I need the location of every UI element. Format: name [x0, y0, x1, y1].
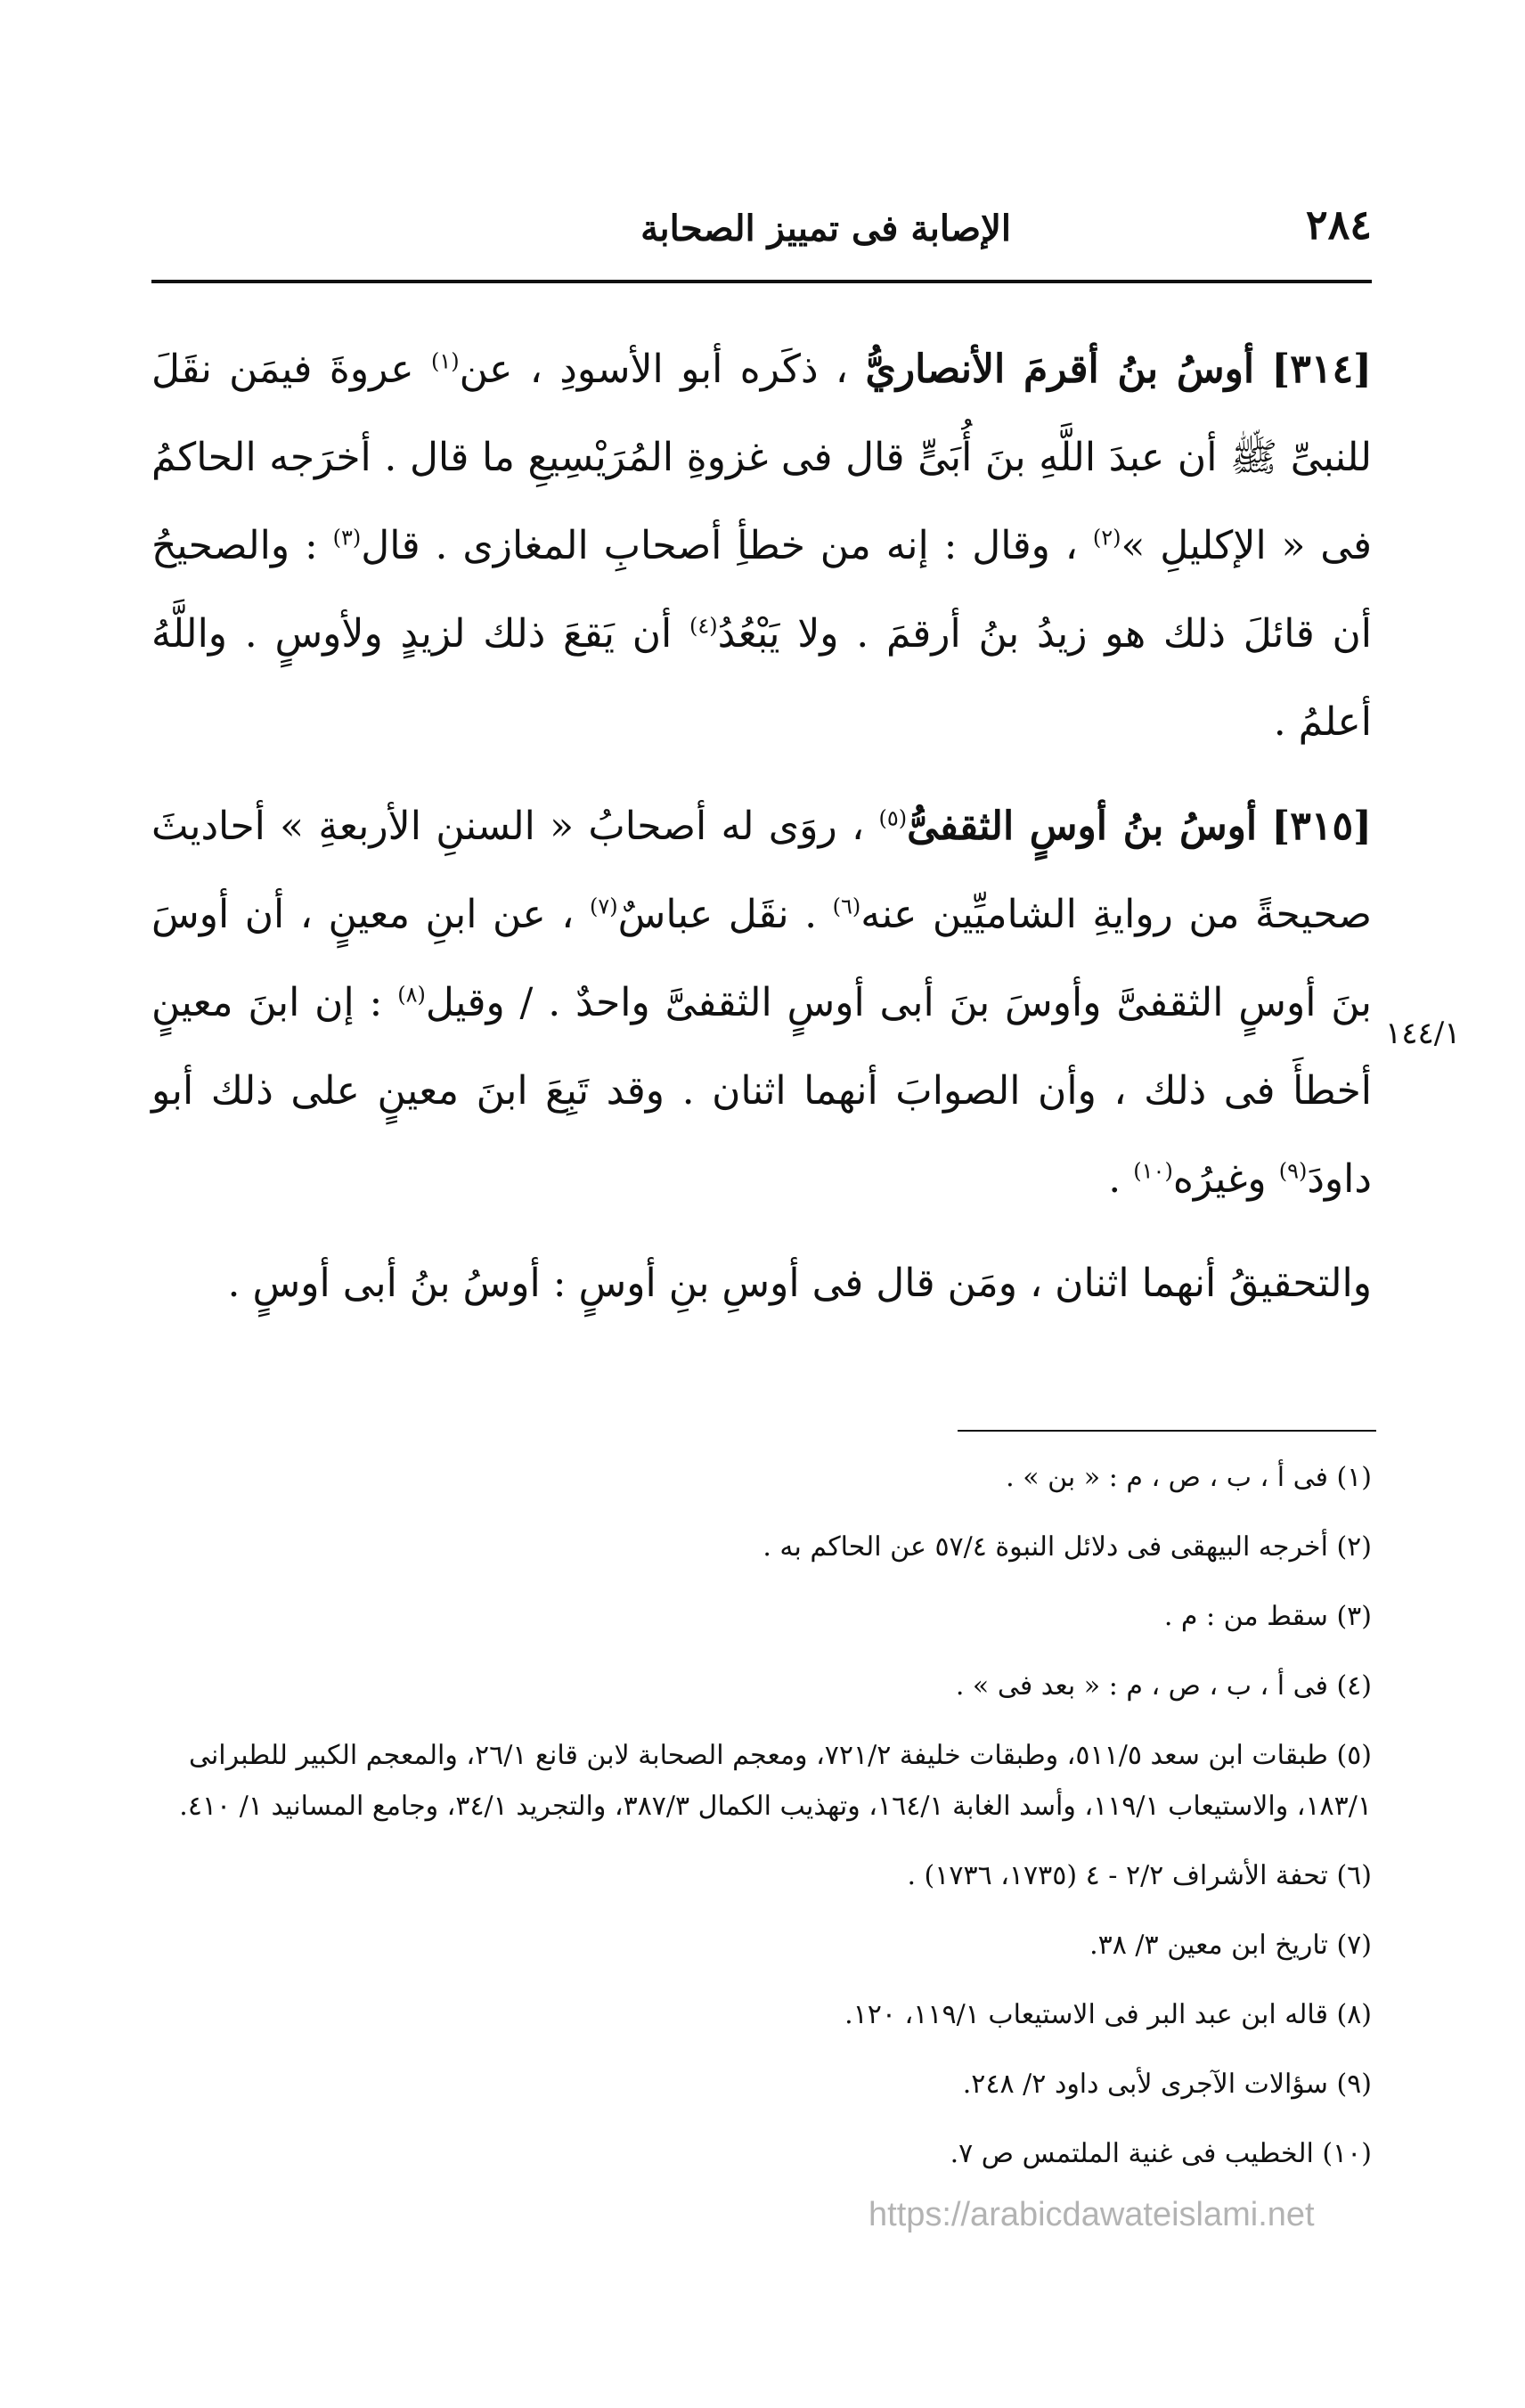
- footnote-1: (١) فى أ ، ب ، ص ، م : « بن » .: [1006, 1462, 1372, 1493]
- page-number: ٢٨٤: [1305, 200, 1372, 249]
- entry-text: : إن ابنَ معينٍ أخطأَ فى ذلك ، وأن الصوابَ أنهما اثنان . وقد تَبِعَ ابنَ معينٍ على ذلك أبو داودَ: [151, 980, 1372, 1202]
- watermark-url: https://arabicdawateislami.net: [869, 2196, 1315, 2233]
- entry-text: عروةَ فيمَن نقَلَ للنبىِّ ﷺ أن عبدَ اللَّهِ بنَ أُبَىٍّ قال فى غزوةِ المُرَيْسِيعِ ما قال . أخرَجه الحاكمُ فى « الإكليلِ »: [151, 347, 1372, 568]
- entry-text: . نقَل عباسٌ: [617, 892, 818, 937]
- footnote-ref[interactable]: (٥): [878, 805, 908, 831]
- running-title: الإصابة فى تمييز الصحابة: [640, 208, 1011, 249]
- footnote-10: (١٠) الخطيب فى غنية الملتمس ص ٧.: [950, 2138, 1372, 2169]
- header-rule: [151, 280, 1372, 283]
- footnote-9: (٩) سؤالات الآجرى لأبى داود ٢/ ٢٤٨.: [962, 2069, 1372, 2100]
- footnote-2: (٢) أخرجه البيهقى فى دلائل النبوة ٥٧/٤ عن الحاكم به .: [762, 1531, 1372, 1563]
- footnote-6: (٦) تحفة الأشراف ٢/٢ - ٤ (١٧٣٥، ١٧٣٦) .: [907, 1860, 1372, 1891]
- footnotes: [151, 1452, 1372, 2198]
- footnote-ref[interactable]: (٢): [1092, 525, 1121, 551]
- entry-text: أن يَقعَ ذلك لزيدٍ ولأوسٍ . واللَّهُ أعلمُ .: [151, 611, 1372, 745]
- closing-paragraph: والتحقيقُ أنهما اثنان ، ومَن قال فى أوسِ بنِ أوسٍ : أوسُ بنُ أبى أوسٍ .: [227, 1261, 1372, 1306]
- entry-text: ، روَى له أصحابُ « السننِ الأربعةِ » أحاديثَ صحيحةً من روايةِ الشاميِّين عنه: [151, 804, 1372, 937]
- entry-text: وغيرُه: [1172, 1156, 1267, 1202]
- entry-number: [٣١٤]: [1271, 347, 1372, 392]
- footnote-4: (٤) فى أ ، ب ، ص ، م : « بعد فى » .: [955, 1670, 1372, 1702]
- entry-name: أوسُ بنُ أوسٍ الثقفىُّ: [907, 804, 1258, 849]
- footnote-8: (٨) قاله ابن عبد البر فى الاستيعاب ١١٩/١، ١٢٠.: [844, 1999, 1372, 2030]
- entry-number: [٣١٥]: [1271, 804, 1372, 849]
- entry-text: : والصحيحُ أن قائلَ ذلك هو زيدُ بنُ أرقمَ . ولا يَبْعُدُ: [151, 523, 1372, 657]
- footnote-ref[interactable]: (٦): [832, 894, 861, 919]
- entry-text: ، وقال : إنه من خطأِ أصحابِ المغازى . قال: [361, 523, 1078, 568]
- entry-text: ، ذكَره أبو الأسودِ ، عن: [459, 347, 849, 392]
- entry-315: [151, 782, 1372, 1223]
- footnote-3: (٣) سقط من : م .: [1163, 1601, 1372, 1632]
- entry-text: .: [1108, 1156, 1121, 1202]
- footnote-ref[interactable]: (١٠): [1133, 1158, 1173, 1184]
- footnote-ref[interactable]: (٣): [332, 525, 362, 551]
- entry-text: ، عن ابنِ معينٍ ، أن أوسَ بنَ أوسٍ الثقفىَّ وأوسَ بنَ أبى أوسٍ الثقفىَّ واحدٌ . / وقيل: [151, 892, 1372, 1025]
- entry-314: [151, 325, 1372, 766]
- entry-name: أوسُ بنُ أقرمَ الأنصاريُّ: [865, 347, 1255, 392]
- main-text: [151, 325, 1372, 1343]
- margin-note: ١٤٤/١: [1385, 1016, 1461, 1051]
- footnote-ref[interactable]: (٨): [397, 982, 426, 1008]
- footnote-5: (٥) طبقات ابن سعد ٥١١/٥، وطبقات خليفة ٧٢١/٢، ومعجم الصحابة لابن قانع ٢٦/١، والمعجم الكبير للطبرانى ١٨٣/١، والاستيعاب ١١٩/١، وأسد الغابة ١٦٤/١، وتهذيب الكمال ٣٨٧/٣، والتجريد ٣٤/١، وجامع المسانيد ١/ ٤١٠.: [179, 1740, 1372, 1822]
- footnote-ref[interactable]: (٩): [1278, 1158, 1308, 1184]
- footnote-rule: [958, 1430, 1376, 1432]
- footnote-7: (٧) تاريخ ابن معين ٣/ ٣٨.: [1089, 1930, 1372, 1961]
- footnote-ref[interactable]: (١): [430, 348, 460, 374]
- footnote-ref[interactable]: (٤): [689, 613, 718, 639]
- footnote-ref[interactable]: (٧): [589, 894, 618, 919]
- page-header: [151, 200, 1372, 263]
